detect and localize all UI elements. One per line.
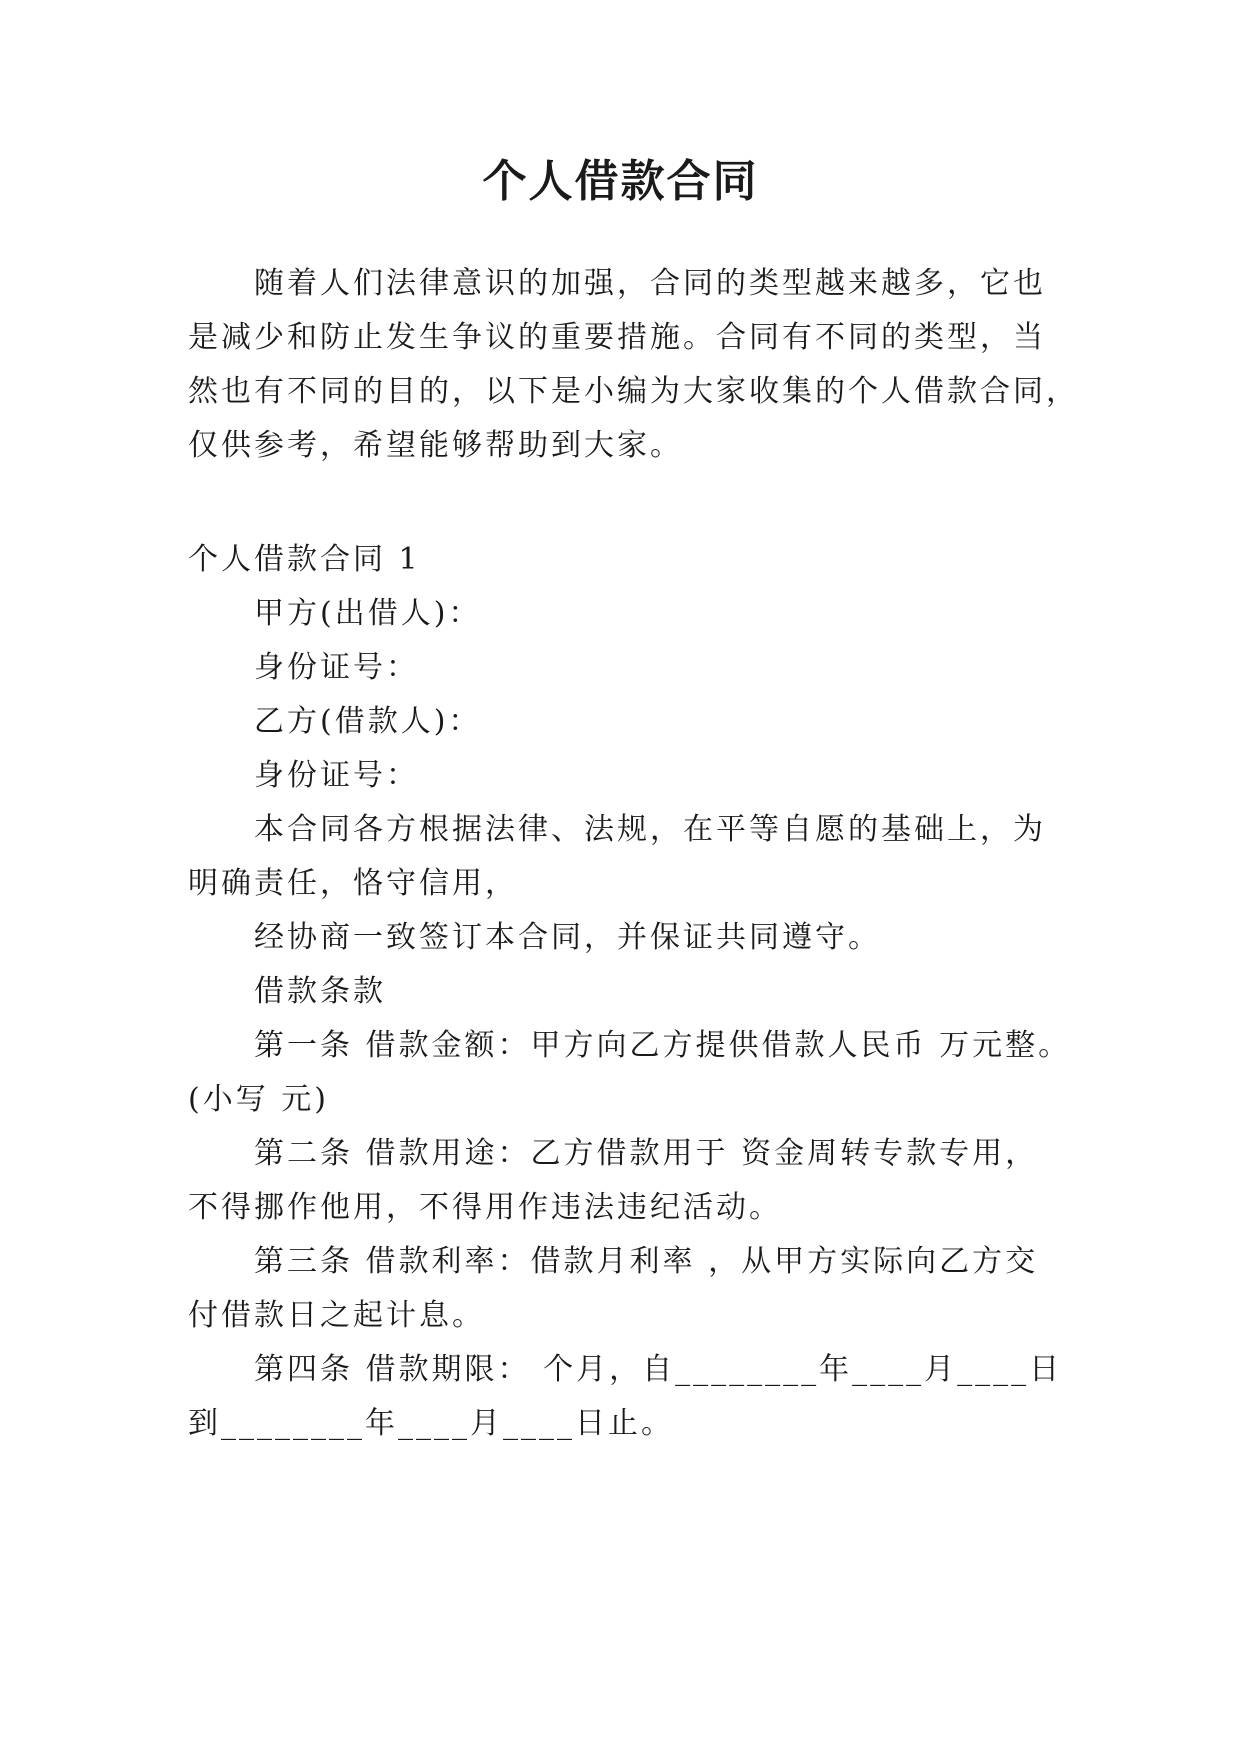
clause-4-line-2: 到________年____月____日止。: [188, 1406, 674, 1441]
intro-line-1: 随着人们法律意识的加强，合同的类型越来越多，它也: [254, 266, 1046, 301]
document-title: 个人借款合同: [482, 156, 759, 207]
preamble-line-2: 明确责任，恪守信用，: [188, 866, 518, 901]
clause-2-line-2: 不得挪作他用，不得用作违法违纪活动。: [188, 1190, 782, 1225]
intro-line-2: 是减少和防止发生争议的重要措施。合同有不同的类型，当: [188, 320, 1046, 355]
intro-line-4: 仅供参考，希望能够帮助到大家。: [188, 428, 683, 463]
preamble-line-3: 经协商一致签订本合同，并保证共同遵守。: [254, 920, 881, 955]
party-a-id-label: 身份证号：: [254, 650, 419, 685]
preamble-line-1: 本合同各方根据法律、法规，在平等自愿的基础上，为: [254, 812, 1046, 847]
clause-3-line-2: 付借款日之起计息。: [188, 1298, 485, 1333]
clauses-heading: 借款条款: [254, 974, 386, 1009]
intro-line-3: 然也有不同的目的，以下是小编为大家收集的个人借款合同，: [188, 374, 1079, 409]
clause-3-line-1: 第三条 借款利率：借款月利率 ，从甲方实际向乙方交: [254, 1244, 1039, 1279]
clause-4-line-1: 第四条 借款期限： 个月，自________年____月____日: [254, 1352, 1063, 1387]
party-b-id-label: 身份证号：: [254, 758, 419, 793]
clause-2-line-1: 第二条 借款用途：乙方借款用于 资金周转专款专用，: [254, 1136, 1039, 1171]
section-heading: 个人借款合同 1: [188, 542, 421, 577]
clause-1-line-1: 第一条 借款金额：甲方向乙方提供借款人民币 万元整。: [254, 1028, 1072, 1063]
party-b-label: 乙方(借款人)：: [254, 704, 482, 739]
clause-1-line-2: (小写 元): [188, 1082, 329, 1117]
party-a-label: 甲方(出借人)：: [254, 596, 482, 631]
